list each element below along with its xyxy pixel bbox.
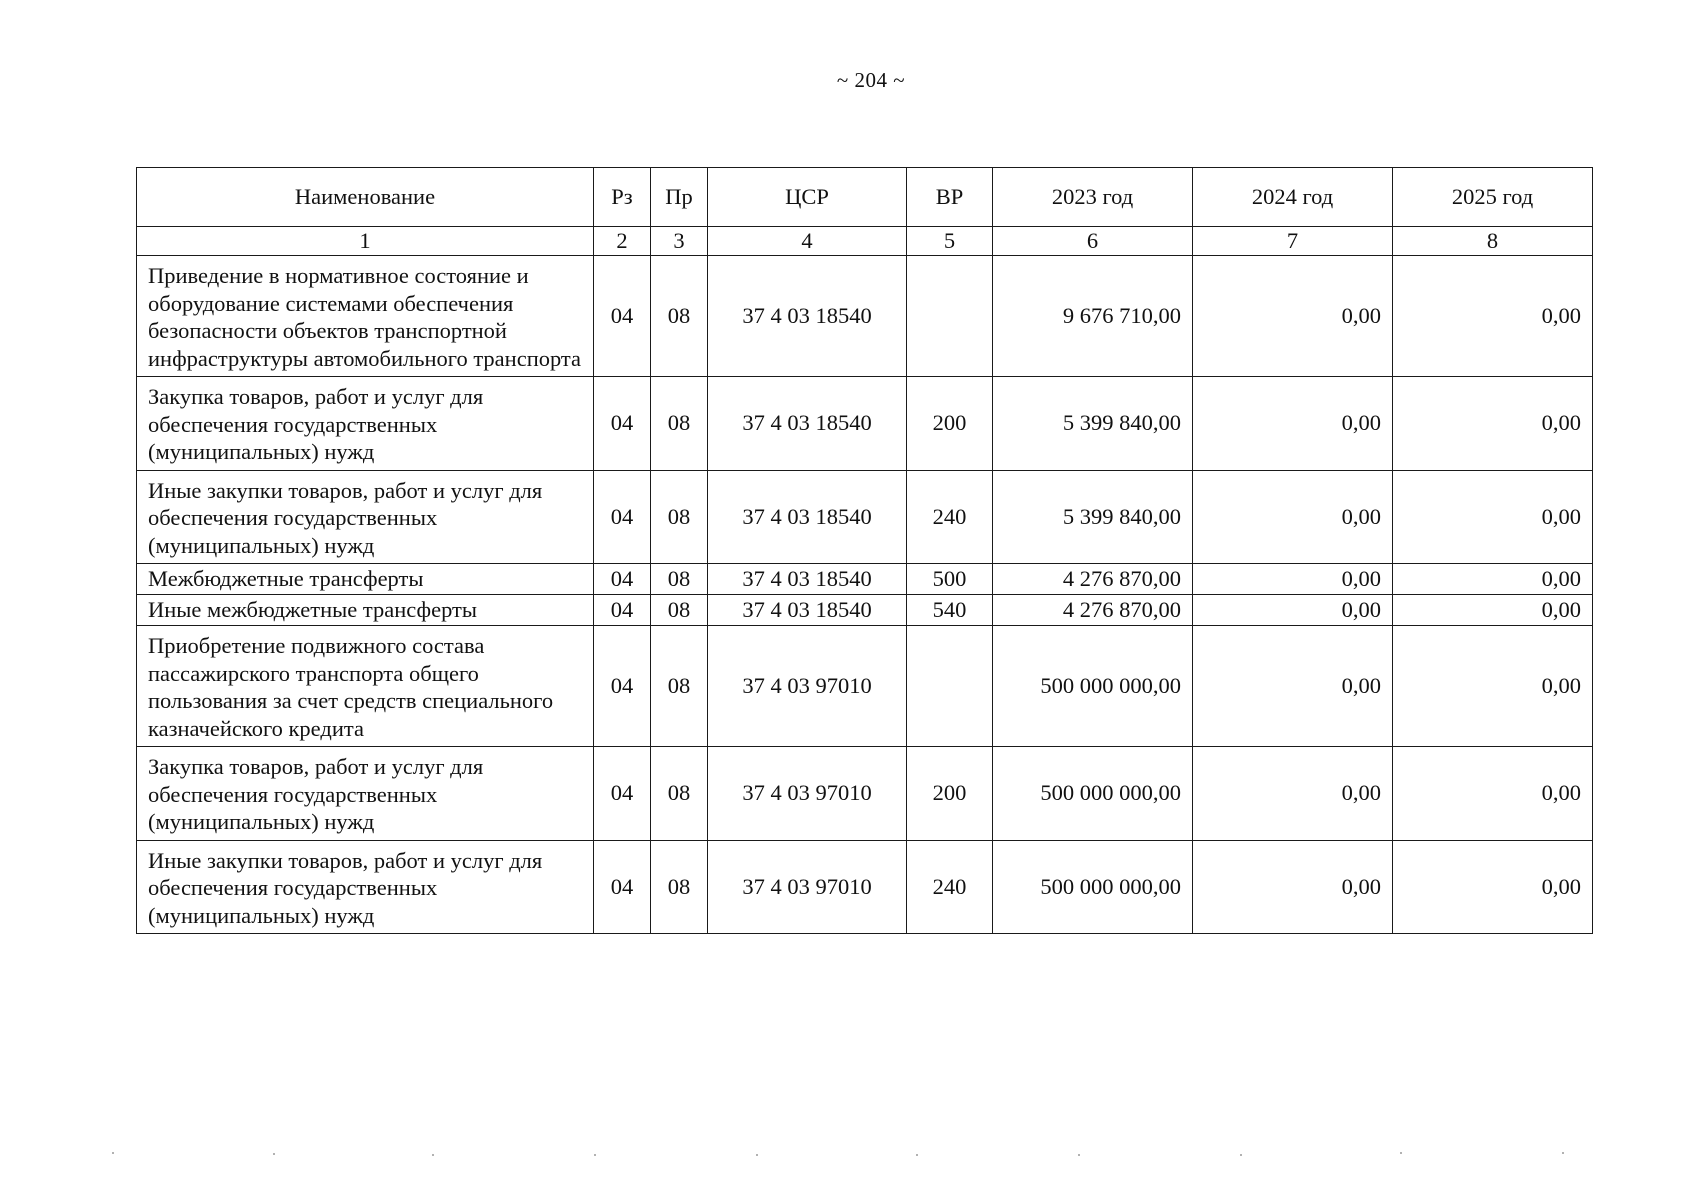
row-pr: 08 bbox=[651, 840, 708, 934]
row-rz: 04 bbox=[594, 626, 651, 747]
header-csr: ЦСР bbox=[708, 168, 907, 227]
row-name: Закупка товаров, работ и услуг для обеспечения государственных (муниципальных) нужд bbox=[137, 377, 594, 471]
row-vr: 240 bbox=[907, 470, 993, 564]
row-2025: 0,00 bbox=[1393, 626, 1593, 747]
header-row bbox=[137, 168, 1593, 227]
row-2025: 0,00 bbox=[1393, 595, 1593, 626]
row-rz: 04 bbox=[594, 840, 651, 934]
table-row bbox=[137, 470, 1593, 564]
column-number: 5 bbox=[907, 227, 993, 256]
scan-speck bbox=[756, 1154, 758, 1156]
row-csr: 37 4 03 97010 bbox=[708, 626, 907, 747]
row-2025: 0,00 bbox=[1393, 840, 1593, 934]
table-row bbox=[137, 377, 1593, 471]
scan-speck bbox=[916, 1154, 918, 1156]
table-row bbox=[137, 256, 1593, 377]
row-2024: 0,00 bbox=[1193, 747, 1393, 841]
scan-speck bbox=[1562, 1152, 1564, 1154]
row-2023: 500 000 000,00 bbox=[993, 747, 1193, 841]
column-number: 8 bbox=[1393, 227, 1593, 256]
row-2023: 5 399 840,00 bbox=[993, 377, 1193, 471]
row-csr: 37 4 03 97010 bbox=[708, 747, 907, 841]
table-row bbox=[137, 564, 1593, 595]
row-2024: 0,00 bbox=[1193, 626, 1393, 747]
page-number: ~ 204 ~ bbox=[836, 68, 906, 92]
column-number: 3 bbox=[651, 227, 708, 256]
row-rz: 04 bbox=[594, 470, 651, 564]
row-2023: 5 399 840,00 bbox=[993, 470, 1193, 564]
table-row bbox=[137, 595, 1593, 626]
row-name: Иные закупки товаров, работ и услуг для обеспечения государственных (муниципальных) нужд bbox=[137, 470, 594, 564]
row-pr: 08 bbox=[651, 747, 708, 841]
row-vr: 540 bbox=[907, 595, 993, 626]
header-vr: ВР bbox=[907, 168, 993, 227]
row-vr: 200 bbox=[907, 377, 993, 471]
row-2024: 0,00 bbox=[1193, 595, 1393, 626]
column-number-row bbox=[137, 227, 1593, 256]
row-name: Приведение в нормативное состояние и оборудование системами обеспечения безопасности объектов транспортной инфраструктуры автомобильного транспорта bbox=[137, 256, 594, 377]
row-2024: 0,00 bbox=[1193, 377, 1393, 471]
column-number: 1 bbox=[137, 227, 594, 256]
row-pr: 08 bbox=[651, 256, 708, 377]
row-csr: 37 4 03 18540 bbox=[708, 595, 907, 626]
column-number: 4 bbox=[708, 227, 907, 256]
header-pr: Пр bbox=[651, 168, 708, 227]
row-rz: 04 bbox=[594, 595, 651, 626]
row-pr: 08 bbox=[651, 595, 708, 626]
scan-speck bbox=[1078, 1154, 1080, 1156]
table-row bbox=[137, 626, 1593, 747]
row-2023: 500 000 000,00 bbox=[993, 626, 1193, 747]
row-name: Иные закупки товаров, работ и услуг для обеспечения государственных (муниципальных) нужд bbox=[137, 840, 594, 934]
budget-table bbox=[136, 167, 1593, 934]
row-2023: 500 000 000,00 bbox=[993, 840, 1193, 934]
row-2025: 0,00 bbox=[1393, 377, 1593, 471]
row-2024: 0,00 bbox=[1193, 256, 1393, 377]
table-row bbox=[137, 840, 1593, 934]
row-pr: 08 bbox=[651, 470, 708, 564]
row-rz: 04 bbox=[594, 564, 651, 595]
row-vr: 240 bbox=[907, 840, 993, 934]
row-2025: 0,00 bbox=[1393, 564, 1593, 595]
row-2025: 0,00 bbox=[1393, 470, 1593, 564]
row-2024: 0,00 bbox=[1193, 840, 1393, 934]
header-2023: 2023 год bbox=[993, 168, 1193, 227]
row-name: Иные межбюджетные трансферты bbox=[137, 595, 594, 626]
header-name: Наименование bbox=[137, 168, 594, 227]
row-name: Межбюджетные трансферты bbox=[137, 564, 594, 595]
column-number: 7 bbox=[1193, 227, 1393, 256]
scan-speck bbox=[1240, 1154, 1242, 1156]
column-number: 2 bbox=[594, 227, 651, 256]
row-2025: 0,00 bbox=[1393, 747, 1593, 841]
row-rz: 04 bbox=[594, 747, 651, 841]
row-2025: 0,00 bbox=[1393, 256, 1593, 377]
scan-speck bbox=[1400, 1152, 1402, 1154]
column-number: 6 bbox=[993, 227, 1193, 256]
row-vr: 200 bbox=[907, 747, 993, 841]
row-vr bbox=[907, 626, 993, 747]
row-2024: 0,00 bbox=[1193, 470, 1393, 564]
row-rz: 04 bbox=[594, 256, 651, 377]
row-2023: 4 276 870,00 bbox=[993, 595, 1193, 626]
row-pr: 08 bbox=[651, 564, 708, 595]
row-csr: 37 4 03 18540 bbox=[708, 564, 907, 595]
row-pr: 08 bbox=[651, 626, 708, 747]
scan-speck bbox=[594, 1154, 596, 1156]
row-rz: 04 bbox=[594, 377, 651, 471]
row-2023: 4 276 870,00 bbox=[993, 564, 1193, 595]
row-2024: 0,00 bbox=[1193, 564, 1393, 595]
row-name: Закупка товаров, работ и услуг для обеспечения государственных (муниципальных) нужд bbox=[137, 747, 594, 841]
header-2025: 2025 год bbox=[1393, 168, 1593, 227]
row-csr: 37 4 03 97010 bbox=[708, 840, 907, 934]
row-vr bbox=[907, 256, 993, 377]
scan-speck bbox=[112, 1152, 114, 1154]
scan-speck bbox=[432, 1154, 434, 1156]
table-row bbox=[137, 747, 1593, 841]
row-csr: 37 4 03 18540 bbox=[708, 470, 907, 564]
header-2024: 2024 год bbox=[1193, 168, 1393, 227]
row-2023: 9 676 710,00 bbox=[993, 256, 1193, 377]
row-csr: 37 4 03 18540 bbox=[708, 377, 907, 471]
row-pr: 08 bbox=[651, 377, 708, 471]
header-rz: Рз bbox=[594, 168, 651, 227]
row-csr: 37 4 03 18540 bbox=[708, 256, 907, 377]
row-vr: 500 bbox=[907, 564, 993, 595]
scan-speck bbox=[273, 1153, 275, 1155]
row-name: Приобретение подвижного состава пассажирского транспорта общего пользования за счет средств специального казначейского кредита bbox=[137, 626, 594, 747]
